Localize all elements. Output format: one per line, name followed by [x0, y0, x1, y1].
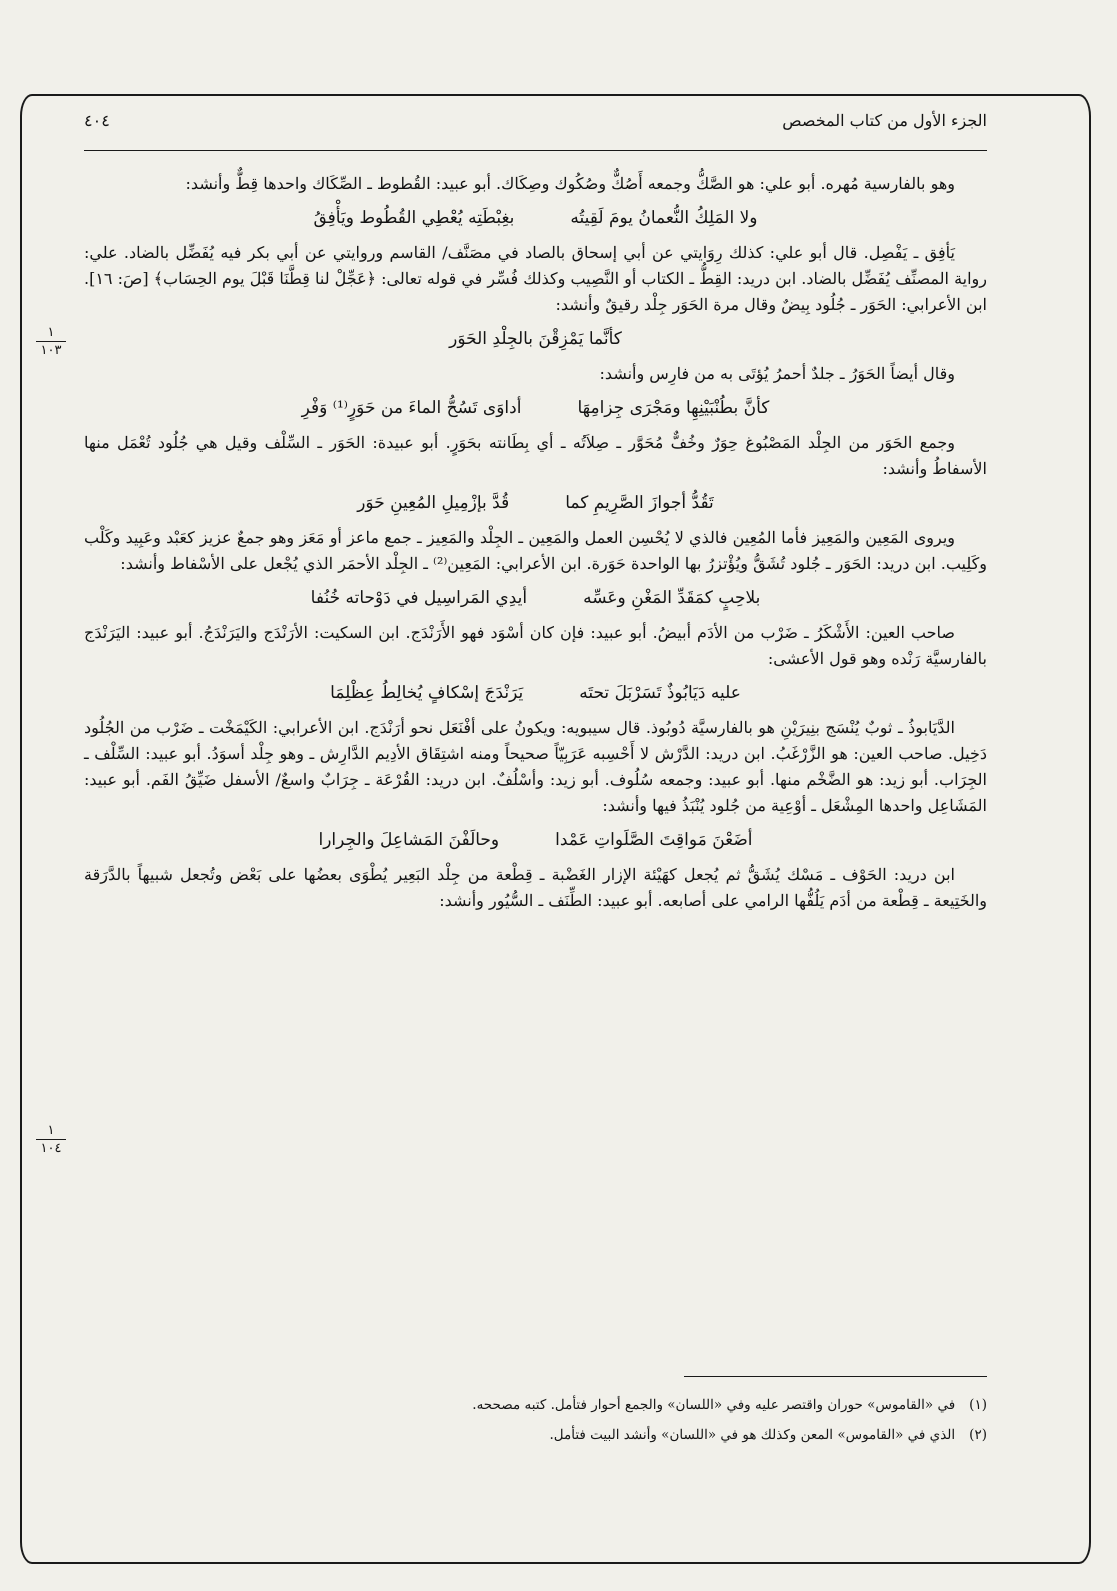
hemistich: بلاحِبٍ كمَقَدِّ المَغْنِ وعَسِّه	[583, 588, 761, 608]
paragraph: صاحب العين: الأَشْكَرُ ـ ضَرْب من الأدَم أبيضُ. أبو عبيد: فإن كان أسْوَد فهو الأَرَنْدَج. ابن السكيت: الأرَنْدَج واليَرَنْدَجُ. أبو عبيد: اليَرَنْدَج بالفارسيَّة رَنْده وهو قول الأعشى:	[84, 623, 987, 668]
hemistich: بغِبْطَتِه يُعْطِي القُطُوط ويَأْفِقُ	[313, 208, 515, 228]
paragraph: وجمع الحَوَر من الجِلْد المَصْبُوغ حِوَرٌ وخُفٌّ مُحَوَّر ـ صِلاَتُه ـ أي بِطَانته بحَوَرٍ. أبو عبيدة: الحَوَر ـ السِّلْف وقيل هي جُلُود تُعْمَل منها الأسفاطُ وأنشد:	[84, 433, 987, 478]
footnotes	[84, 1390, 987, 1450]
hemistich: وحالَفْنَ المَشاعِلَ والجِرارا	[318, 830, 500, 850]
verse-line	[84, 395, 987, 421]
hemistich: قُدَّ بإزْمِيلِ المُعِينِ حَوَر	[357, 493, 510, 513]
page-number: ٤٠٤	[84, 111, 110, 130]
verse-line	[84, 490, 987, 516]
footnote-text: في «القاموس» حوران واقتصر عليه وفي «اللسان» والجمع أحوار فتأمل. كتبه مصححه.	[472, 1397, 956, 1413]
footnote-number: (٢)	[969, 1427, 987, 1443]
main-text	[84, 171, 987, 917]
header-rule	[84, 150, 987, 151]
margin-folio-note	[34, 1124, 68, 1155]
footnote-text: الذي في «القاموس» المعن وكذلك هو في «اللسان» وأنشد البيت فتأمل.	[549, 1427, 956, 1443]
hemistich: يَرَنْدَجَ إسْكافٍ يُخالِطُ عِظْلِمَا	[330, 683, 524, 703]
margin-note-top: ١	[47, 325, 55, 340]
verse-line	[84, 585, 987, 611]
footnote	[84, 1390, 987, 1420]
paragraph: الدَّيَابوذُ ـ ثوبٌ يُنْسَج بنِيرَيْنِ هو بالفارسيَّة دُوبُوذ. قال سيبويه: ويكونُ على أفْنَعَل نحو أرَنْدَج. ابن الأعرابي: الكَيْمَخْت ـ ضَرْب من الجُلُود دَخِيل. صاحب العين: هو الزَّرْغَبُ. ابن دريد: الدَّرْش لا أَحْسِبه عَرَبِيّاً صحيحاً ومنه اشتِقَاق الأدِيم الدَّارِش ـ وهو جِلْد أسوَدُ. أبو عبيد: السِّلْف ـ الجِرَاب. أبو زيد: هو الضَّخْم منها. أبو عبيد: وجمعه سُلُوف. أبو زيد: وأسْلُفٌ. ابن دريد: القُرْعَة ـ جِرَابٌ واسعٌ/ الأسفل ضَيِّقُ الفَم. أبو عبيد: المَشَاعِل واحدها المِشْعَل ـ أوْعِية من جُلود يُنْبَذُ فيها وأنشد:	[84, 718, 988, 815]
hemistich: كأنَّما يَمْزِقْنَ بالجِلْدِ الحَوَر	[449, 329, 622, 349]
hemistich: كأنَّ بطُنْبَيْنِهِا ومَجْرَى جِزامِهَا	[577, 398, 770, 418]
paragraph: يَأفِق ـ يَفْصِل. قال أبو علي: كذلك رِوَايتي عن أبي إسحاق بالصاد في مصَنَّف/ القاسم وروايتي عن أبي بكر فيه يُفَضِّل بالضاد. علي: رواية المصنِّف يُفَضِّل بالضاد. ابن دريد: القِطُّ ـ الكتاب أو النَّصِيب وكذلك فُسِّر في قوله تعالى: ﴿عَجِّلْ لنا قِطَّنَا قَبْلَ يوم الحِسَاب﴾ [صَ: ١٦]. ابن الأعرابي: الحَوَر ـ جُلُود بِيضٌ وقال مرة الحَوَر جِلْد رقيقٌ وأنشد:	[84, 243, 988, 314]
margin-note-top: ١	[47, 1123, 55, 1138]
hemistich: تَقُدُّ أجوازَ الصَّرِيمِ كما	[565, 493, 714, 513]
margin-folio-note	[34, 326, 68, 357]
paragraph: وهو بالفارسية مُهره. أبو علي: هو الصَّكُّ وجمعه أَصُكٌّ وصُكُوك وصِكَاك. أبو عبيد: القُطوط ـ الصِّكَاك واحدها قِطٌّ وأنشد:	[185, 174, 955, 193]
verse-line	[84, 680, 987, 706]
footnote	[84, 1420, 987, 1450]
hemistich: أداوَى تَسُحُّ الماءَ من حَوَرٍ⁽¹⁾ وَفْرِ	[301, 398, 522, 418]
paragraph: وقال أيضاً الحَوَرُ ـ جلدٌ أحمرُ يُؤتَى به من فارِس وأنشد:	[599, 364, 955, 383]
running-title: الجزء الأول من كتاب المخصص	[782, 111, 987, 130]
footnote-number: (١)	[969, 1397, 987, 1413]
margin-note-bottom: ١٠٤	[40, 1141, 62, 1156]
hemistich: ولا المَلِكُ النُّعمانُ يومَ لَقِيتُه	[570, 208, 758, 228]
footnote-rule	[684, 1376, 987, 1377]
verse-line	[84, 205, 987, 231]
verse-line	[84, 827, 987, 853]
verse-line	[84, 326, 987, 352]
hemistich: أيدِي المَراسِيل في دَوْحاته خُنُفا	[310, 588, 528, 608]
margin-note-bottom: ١٠٣	[40, 343, 62, 358]
hemistich: أضَعْنَ مَواقِتَ الصَّلَواتِ عَمْدا	[555, 830, 753, 850]
page-header	[84, 109, 987, 135]
paragraph: ويروى المَعِين والمَعِيز فأما المُعِين فالذي لا يُحْسِن العمل والمَعِين ـ الجِلْد والمَعِيز ـ جمع ماعز أو مَعَز وهو جمعٌ عزيز كعَبْد وعَبِيد وكَلْب وكَلِيب. ابن دريد: الحَوَر ـ جُلود تُشَقُّ ويُؤْتزرُ بها الواحدة حَوَرة. ابن الأعرابي: المَعِين⁽²⁾ ـ الجِلْد الأحمَر الذي يُجْعل على الأسْفاط وأنشد:	[84, 528, 987, 573]
hemistich: عليه دَيَابُوذٌ تَسَرْبَلَ تحتَه	[579, 683, 741, 703]
paragraph: ابن دريد: الحَوْف ـ مَسْك يُشَقُّ ثم يُجعل كهَيْئة الإزار الغَضْبة ـ قِطْعة من جِلْد البَعِير يُطْوَى بعضُها على بَعْض وتُجعل شبيهاً بالدَّرَقة والخَتِيعة ـ قِطْعة من أدَم يَلُفُّها الرامي على أصابعه. أبو عبيد: الطِّنَف ـ السُّيُور وأنشد:	[84, 865, 987, 910]
